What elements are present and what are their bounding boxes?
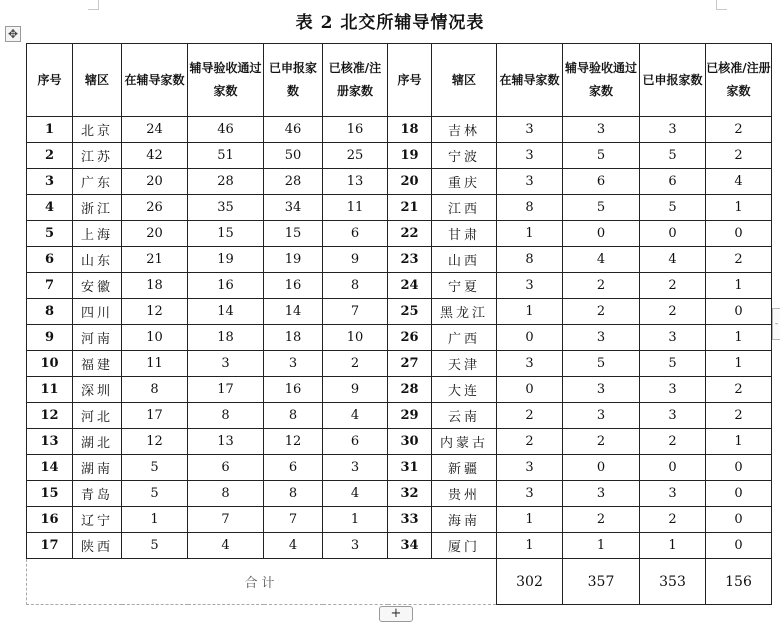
region-name: 安徽 (73, 273, 122, 299)
row-index: 3 (27, 169, 73, 195)
add-row-button[interactable]: + (379, 606, 413, 622)
applied-count: 3 (264, 351, 323, 377)
row-index: 26 (388, 325, 432, 351)
approved-count: 4 (323, 403, 388, 429)
applied-count: 6 (640, 169, 706, 195)
in-counseling-count: 5 (122, 455, 188, 481)
region-name: 辽宁 (73, 507, 122, 533)
in-counseling-count: 12 (122, 299, 188, 325)
passed-acceptance-count: 18 (188, 325, 264, 351)
passed-acceptance-count: 2 (563, 273, 640, 299)
approved-count: 16 (323, 117, 388, 143)
header-approved: 已核准/注册家数 (706, 44, 772, 117)
applied-count: 0 (640, 221, 706, 247)
table-title: 表 2 北交所辅导情况表 (295, 13, 485, 33)
row-index: 33 (388, 507, 432, 533)
region-name: 山东 (73, 247, 122, 273)
row-index: 11 (27, 377, 73, 403)
in-counseling-count: 3 (497, 143, 563, 169)
row-index: 31 (388, 455, 432, 481)
region-name: 福建 (73, 351, 122, 377)
region-name: 吉林 (432, 117, 497, 143)
row-index: 6 (27, 247, 73, 273)
passed-acceptance-count: 8 (188, 481, 264, 507)
region-name: 湖南 (73, 455, 122, 481)
approved-count: 1 (706, 351, 772, 377)
in-counseling-count: 1 (497, 221, 563, 247)
row-index: 34 (388, 533, 432, 559)
approved-count: 8 (323, 273, 388, 299)
region-name: 厦门 (432, 533, 497, 559)
in-counseling-count: 1 (497, 299, 563, 325)
region-name: 四川 (73, 299, 122, 325)
passed-acceptance-count: 46 (188, 117, 264, 143)
approved-count: 2 (706, 117, 772, 143)
applied-count: 0 (640, 455, 706, 481)
row-index: 21 (388, 195, 432, 221)
total-approved: 156 (706, 559, 772, 605)
header-region: 辖区 (432, 44, 497, 117)
passed-acceptance-count: 35 (188, 195, 264, 221)
row-index: 22 (388, 221, 432, 247)
total-passed-acceptance: 357 (563, 559, 640, 605)
in-counseling-count: 1 (497, 507, 563, 533)
passed-acceptance-count: 3 (563, 481, 640, 507)
approved-count: 4 (706, 169, 772, 195)
region-name: 天津 (432, 351, 497, 377)
approved-count: 2 (323, 351, 388, 377)
row-index: 23 (388, 247, 432, 273)
in-counseling-count: 24 (122, 117, 188, 143)
in-counseling-count: 20 (122, 221, 188, 247)
table-row (27, 455, 772, 481)
passed-acceptance-count: 5 (563, 351, 640, 377)
approved-count: 2 (706, 143, 772, 169)
table-row (27, 429, 772, 455)
row-index: 1 (27, 117, 73, 143)
table-row (27, 533, 772, 559)
approved-count: 3 (323, 455, 388, 481)
in-counseling-count: 10 (122, 325, 188, 351)
region-name: 山西 (432, 247, 497, 273)
region-name: 云南 (432, 403, 497, 429)
applied-count: 3 (640, 481, 706, 507)
region-name: 新疆 (432, 455, 497, 481)
region-name: 海南 (432, 507, 497, 533)
in-counseling-count: 5 (122, 533, 188, 559)
passed-acceptance-count: 2 (563, 299, 640, 325)
passed-acceptance-count: 14 (188, 299, 264, 325)
approved-count: 1 (706, 325, 772, 351)
region-name: 贵州 (432, 481, 497, 507)
applied-count: 3 (640, 377, 706, 403)
header-index: 序号 (388, 44, 432, 117)
row-index: 25 (388, 299, 432, 325)
table-row (27, 299, 772, 325)
applied-count: 8 (264, 403, 323, 429)
in-counseling-count: 1 (122, 507, 188, 533)
in-counseling-count: 3 (497, 481, 563, 507)
region-name: 广西 (432, 325, 497, 351)
in-counseling-count: 3 (497, 117, 563, 143)
in-counseling-count: 8 (497, 247, 563, 273)
row-index: 13 (27, 429, 73, 455)
applied-count: 3 (640, 325, 706, 351)
table-row (27, 117, 772, 143)
in-counseling-count: 0 (497, 377, 563, 403)
table-row (27, 143, 772, 169)
passed-acceptance-count: 3 (563, 377, 640, 403)
applied-count: 4 (640, 247, 706, 273)
applied-count: 2 (640, 273, 706, 299)
in-counseling-count: 12 (122, 429, 188, 455)
in-counseling-count: 2 (497, 403, 563, 429)
approved-count: 2 (706, 247, 772, 273)
passed-acceptance-count: 6 (188, 455, 264, 481)
applied-count: 16 (264, 377, 323, 403)
approved-count: 9 (323, 377, 388, 403)
approved-count: 0 (706, 533, 772, 559)
passed-acceptance-count: 3 (188, 351, 264, 377)
region-name: 宁夏 (432, 273, 497, 299)
passed-acceptance-count: 8 (188, 403, 264, 429)
applied-count: 2 (640, 507, 706, 533)
row-index: 9 (27, 325, 73, 351)
counseling-table (26, 43, 772, 605)
passed-acceptance-count: 51 (188, 143, 264, 169)
row-index: 2 (27, 143, 73, 169)
region-name: 重庆 (432, 169, 497, 195)
applied-count: 3 (640, 117, 706, 143)
row-index: 17 (27, 533, 73, 559)
passed-acceptance-count: 16 (188, 273, 264, 299)
passed-acceptance-count: 0 (563, 221, 640, 247)
passed-acceptance-count: 17 (188, 377, 264, 403)
approved-count: 0 (706, 221, 772, 247)
passed-acceptance-count: 15 (188, 221, 264, 247)
table-row (27, 195, 772, 221)
applied-count: 2 (640, 429, 706, 455)
approved-count: 2 (706, 377, 772, 403)
approved-count: 13 (323, 169, 388, 195)
applied-count: 34 (264, 195, 323, 221)
passed-acceptance-count: 5 (563, 195, 640, 221)
passed-acceptance-count: 4 (188, 533, 264, 559)
approved-count: 1 (706, 195, 772, 221)
applied-count: 3 (640, 403, 706, 429)
approved-count: 3 (323, 533, 388, 559)
in-counseling-count: 3 (497, 455, 563, 481)
approved-count: 1 (706, 429, 772, 455)
applied-count: 12 (264, 429, 323, 455)
table-move-handle-icon[interactable]: ✥ (5, 26, 21, 42)
header-passed-acceptance: 辅导验收通过家数 (188, 44, 264, 117)
region-name: 北京 (73, 117, 122, 143)
approved-count: 4 (323, 481, 388, 507)
approved-count: 0 (706, 507, 772, 533)
passed-acceptance-count: 2 (563, 507, 640, 533)
approved-count: 7 (323, 299, 388, 325)
in-counseling-count: 21 (122, 247, 188, 273)
table-row (27, 377, 772, 403)
total-in-counseling: 302 (497, 559, 563, 605)
row-index: 18 (388, 117, 432, 143)
passed-acceptance-count: 28 (188, 169, 264, 195)
table-row (27, 325, 772, 351)
region-name: 甘肃 (432, 221, 497, 247)
in-counseling-count: 5 (122, 481, 188, 507)
total-applied: 353 (640, 559, 706, 605)
row-index: 12 (27, 403, 73, 429)
row-index: 27 (388, 351, 432, 377)
approved-count: 9 (323, 247, 388, 273)
row-index: 7 (27, 273, 73, 299)
applied-count: 15 (264, 221, 323, 247)
applied-count: 16 (264, 273, 323, 299)
header-applied: 已申报家数 (640, 44, 706, 117)
region-name: 上海 (73, 221, 122, 247)
row-index: 14 (27, 455, 73, 481)
header-index: 序号 (27, 44, 73, 117)
region-name: 宁波 (432, 143, 497, 169)
in-counseling-count: 8 (497, 195, 563, 221)
approved-count: 6 (323, 429, 388, 455)
row-index: 19 (388, 143, 432, 169)
table-row (27, 351, 772, 377)
header-region: 辖区 (73, 44, 122, 117)
region-name: 黑龙江 (432, 299, 497, 325)
approved-count: 1 (323, 507, 388, 533)
region-name: 河北 (73, 403, 122, 429)
row-index: 28 (388, 377, 432, 403)
header-in-counseling: 在辅导家数 (122, 44, 188, 117)
in-counseling-count: 11 (122, 351, 188, 377)
passed-acceptance-count: 13 (188, 429, 264, 455)
header-approved: 已核准/注册家数 (323, 44, 388, 117)
passed-acceptance-count: 6 (563, 169, 640, 195)
applied-count: 28 (264, 169, 323, 195)
passed-acceptance-count: 0 (563, 455, 640, 481)
applied-count: 46 (264, 117, 323, 143)
applied-count: 19 (264, 247, 323, 273)
in-counseling-count: 1 (497, 533, 563, 559)
region-name: 深圳 (73, 377, 122, 403)
applied-count: 18 (264, 325, 323, 351)
table-row (27, 221, 772, 247)
row-index: 5 (27, 221, 73, 247)
region-name: 陕西 (73, 533, 122, 559)
table-row (27, 403, 772, 429)
in-counseling-count: 3 (497, 351, 563, 377)
in-counseling-count: 3 (497, 273, 563, 299)
applied-count: 7 (264, 507, 323, 533)
table-row (27, 481, 772, 507)
region-name: 江苏 (73, 143, 122, 169)
table-row (27, 273, 772, 299)
row-index: 30 (388, 429, 432, 455)
region-name: 大连 (432, 377, 497, 403)
row-index: 16 (27, 507, 73, 533)
applied-count: 1 (640, 533, 706, 559)
row-index: 20 (388, 169, 432, 195)
region-name: 广东 (73, 169, 122, 195)
row-index: 24 (388, 273, 432, 299)
passed-acceptance-count: 1 (563, 533, 640, 559)
column-resize-handle[interactable]: - (772, 308, 780, 340)
approved-count: 11 (323, 195, 388, 221)
table-row (27, 507, 772, 533)
in-counseling-count: 2 (497, 429, 563, 455)
approved-count: 0 (706, 481, 772, 507)
applied-count: 5 (640, 143, 706, 169)
passed-acceptance-count: 3 (563, 325, 640, 351)
in-counseling-count: 26 (122, 195, 188, 221)
row-index: 32 (388, 481, 432, 507)
region-name: 浙江 (73, 195, 122, 221)
passed-acceptance-count: 2 (563, 429, 640, 455)
applied-count: 50 (264, 143, 323, 169)
approved-count: 25 (323, 143, 388, 169)
passed-acceptance-count: 5 (563, 143, 640, 169)
in-counseling-count: 18 (122, 273, 188, 299)
applied-count: 6 (264, 455, 323, 481)
region-name: 内蒙古 (432, 429, 497, 455)
in-counseling-count: 3 (497, 169, 563, 195)
total-row (27, 559, 772, 605)
table-row (27, 169, 772, 195)
applied-count: 14 (264, 299, 323, 325)
in-counseling-count: 17 (122, 403, 188, 429)
applied-count: 4 (264, 533, 323, 559)
approved-count: 0 (706, 455, 772, 481)
applied-count: 2 (640, 299, 706, 325)
total-label: 合计 (27, 559, 497, 605)
applied-count: 8 (264, 481, 323, 507)
row-index: 29 (388, 403, 432, 429)
passed-acceptance-count: 3 (563, 403, 640, 429)
passed-acceptance-count: 3 (563, 117, 640, 143)
header-applied: 已申报家数 (264, 44, 323, 117)
region-name: 青岛 (73, 481, 122, 507)
passed-acceptance-count: 4 (563, 247, 640, 273)
region-name: 江西 (432, 195, 497, 221)
region-name: 河南 (73, 325, 122, 351)
approved-count: 0 (706, 299, 772, 325)
approved-count: 2 (706, 403, 772, 429)
in-counseling-count: 20 (122, 169, 188, 195)
header-in-counseling: 在辅导家数 (497, 44, 563, 117)
in-counseling-count: 42 (122, 143, 188, 169)
row-index: 10 (27, 351, 73, 377)
approved-count: 10 (323, 325, 388, 351)
passed-acceptance-count: 19 (188, 247, 264, 273)
passed-acceptance-count: 7 (188, 507, 264, 533)
header-passed-acceptance: 辅导验收通过家数 (563, 44, 640, 117)
row-index: 15 (27, 481, 73, 507)
in-counseling-count: 8 (122, 377, 188, 403)
row-index: 8 (27, 299, 73, 325)
table-row (27, 247, 772, 273)
header-row (27, 44, 772, 117)
row-index: 4 (27, 195, 73, 221)
applied-count: 5 (640, 195, 706, 221)
region-name: 湖北 (73, 429, 122, 455)
approved-count: 6 (323, 221, 388, 247)
in-counseling-count: 0 (497, 325, 563, 351)
approved-count: 1 (706, 273, 772, 299)
applied-count: 5 (640, 351, 706, 377)
